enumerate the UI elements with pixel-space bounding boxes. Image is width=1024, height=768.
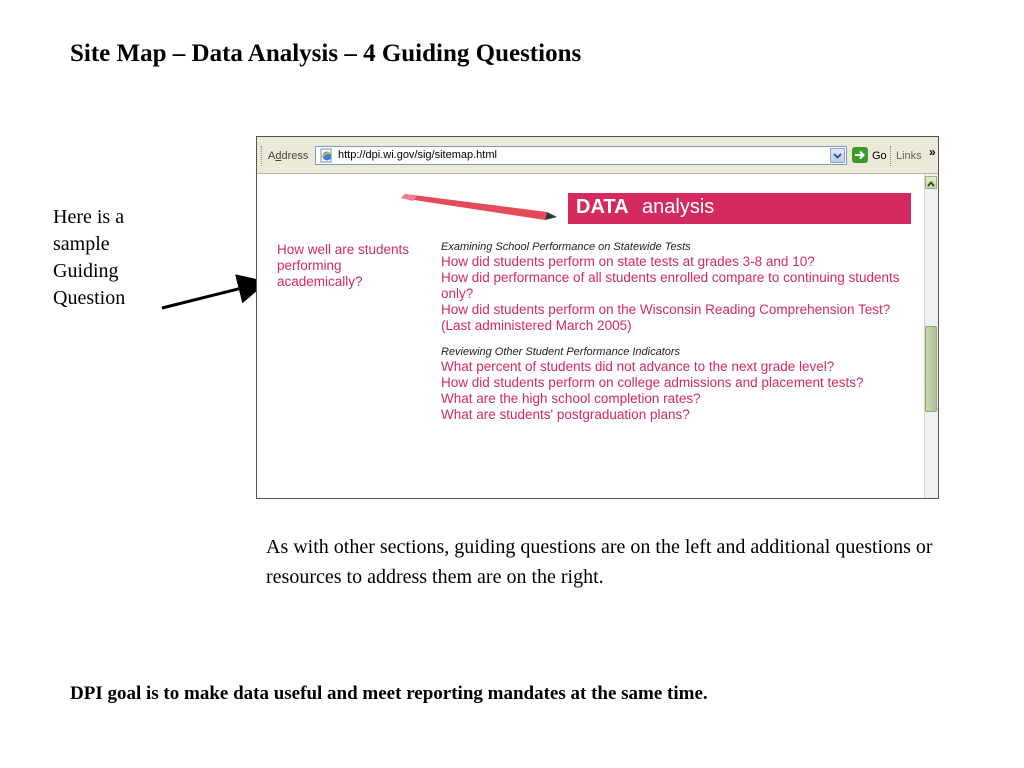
toolbar-grip-icon[interactable] (261, 146, 264, 166)
callout-text: Here is a sample Guiding Question (53, 206, 126, 309)
address-url: http://dpi.wi.gov/sig/sitemap.html (338, 149, 497, 161)
section-heading: Examining School Performance on Statewide Tests (441, 241, 691, 253)
address-label: Address (268, 150, 309, 162)
scrollbar-thumb[interactable] (925, 326, 937, 412)
more-chevron-icon[interactable]: » (929, 145, 936, 159)
ie-page-icon (319, 148, 334, 163)
address-input[interactable] (315, 146, 847, 165)
banner-title-light: analysis (642, 196, 715, 218)
go-arrow-icon[interactable] (852, 147, 868, 163)
browser-screenshot (256, 136, 939, 499)
chevron-down-icon[interactable] (830, 148, 845, 163)
question-link[interactable]: How did students perform on college admissions and placement tests? (441, 375, 864, 390)
vertical-scrollbar[interactable] (924, 174, 938, 498)
question-link[interactable]: How did students perform on the Wisconsin Reading Comprehension Test? (Last administered March 2005) (441, 302, 891, 333)
resource-column (441, 241, 911, 423)
address-bar (257, 137, 938, 174)
toolbar-grip-icon[interactable] (890, 146, 893, 166)
links-button[interactable]: Links (896, 150, 922, 162)
question-link[interactable]: What are the high school completion rates? (441, 391, 701, 406)
slide-title: Site Map – Data Analysis – 4 Guiding Questions (70, 40, 582, 67)
pencil-pointer-icon (397, 194, 557, 224)
go-button[interactable]: Go (872, 150, 887, 162)
data-analysis-banner (568, 193, 911, 224)
question-link[interactable]: How did students perform on state tests at grades 3-8 and 10? (441, 254, 815, 269)
footer-goal: DPI goal is to make data useful and meet reporting mandates at the same time. (70, 683, 708, 704)
question-link[interactable]: How did performance of all students enrolled compare to continuing students only? (441, 270, 900, 301)
question-link[interactable]: What are students' postgraduation plans? (441, 407, 690, 422)
guiding-question-link[interactable]: How well are students performing academically? (277, 242, 410, 289)
question-link[interactable]: What percent of students did not advance to the next grade level? (441, 359, 835, 374)
caption-text: As with other sections, guiding questions are on the left and additional questions or resources to address them are on the right. (266, 536, 933, 588)
section-heading: Reviewing Other Student Performance Indicators (441, 346, 681, 358)
web-page (257, 174, 925, 498)
chevron-up-icon[interactable] (925, 176, 937, 189)
banner-title-strong: DATA (576, 196, 629, 218)
